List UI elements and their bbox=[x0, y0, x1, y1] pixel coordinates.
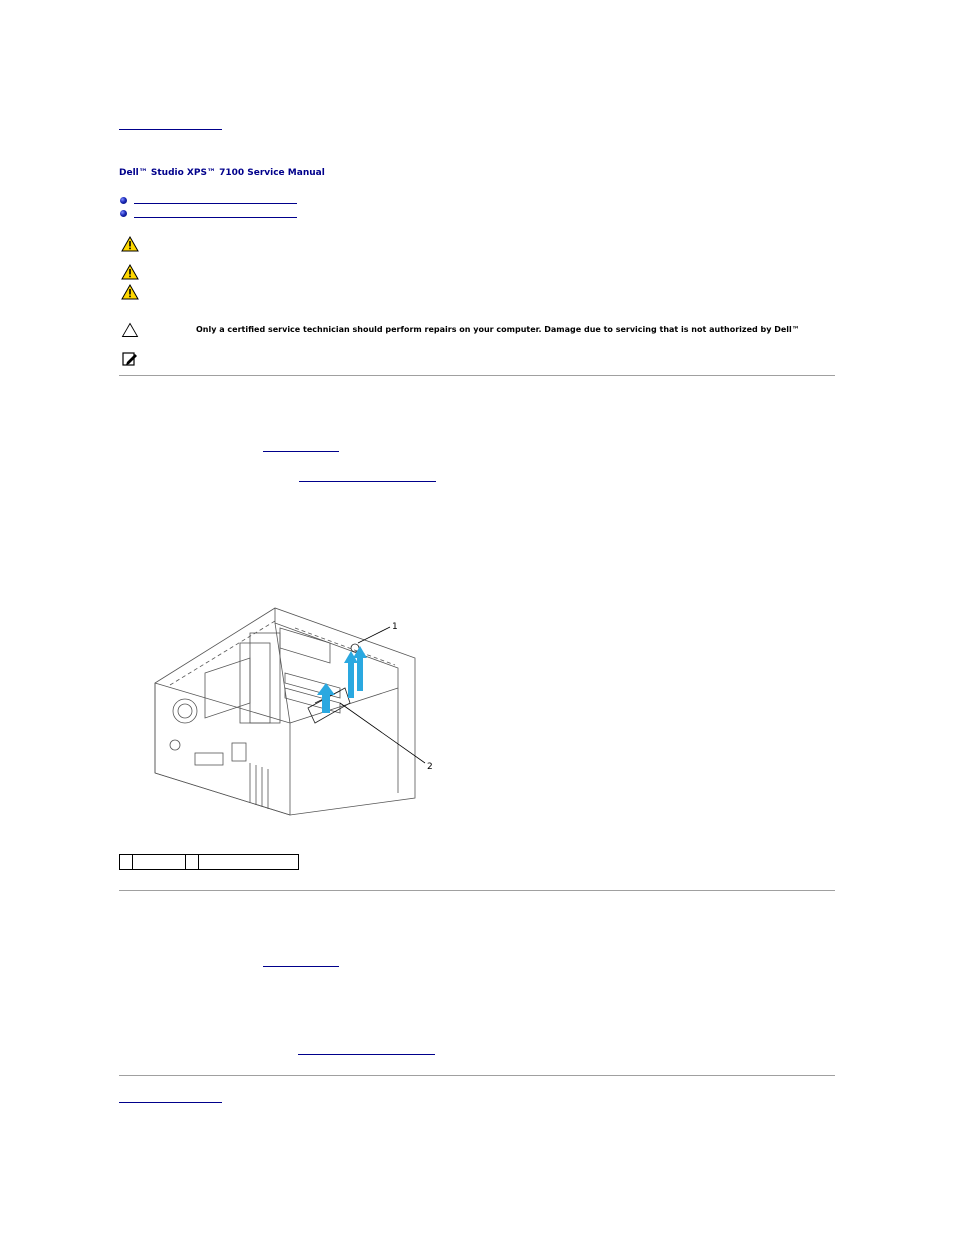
topic-link-1[interactable] bbox=[134, 203, 297, 204]
back-to-contents-link-bottom[interactable] bbox=[119, 1102, 222, 1103]
warning-icon bbox=[121, 264, 139, 280]
procedure-link-2[interactable] bbox=[299, 481, 436, 482]
procedure-link-3[interactable] bbox=[263, 966, 339, 967]
callout-table bbox=[119, 854, 299, 870]
back-to-contents-link-top[interactable] bbox=[119, 129, 222, 130]
bullet-icon bbox=[120, 197, 127, 204]
section-divider bbox=[119, 1075, 835, 1076]
callout-label-cell bbox=[199, 855, 299, 870]
computer-chassis-illustration bbox=[150, 603, 435, 818]
figure-callout-2: 2 bbox=[427, 762, 433, 772]
callout-number-cell bbox=[186, 855, 199, 870]
warning-icon bbox=[121, 236, 139, 252]
section-divider bbox=[119, 890, 835, 891]
warning-icon bbox=[121, 284, 139, 300]
callout-label-cell bbox=[133, 855, 186, 870]
note-icon bbox=[121, 351, 139, 367]
caution-icon bbox=[121, 322, 139, 338]
page-title: Dell™ Studio XPS™ 7100 Service Manual bbox=[119, 168, 325, 178]
figure-callout-1: 1 bbox=[392, 622, 398, 632]
procedure-link-4[interactable] bbox=[298, 1054, 435, 1055]
callout-number-cell bbox=[120, 855, 133, 870]
section-divider bbox=[119, 375, 835, 376]
bullet-icon bbox=[120, 210, 127, 217]
topic-link-2[interactable] bbox=[134, 217, 297, 218]
caution-text: Only a certified service technician should perform repairs on your computer. Damage due to servicing that is not authorized by Dell™ bbox=[196, 325, 800, 334]
procedure-link-1[interactable] bbox=[263, 451, 339, 452]
